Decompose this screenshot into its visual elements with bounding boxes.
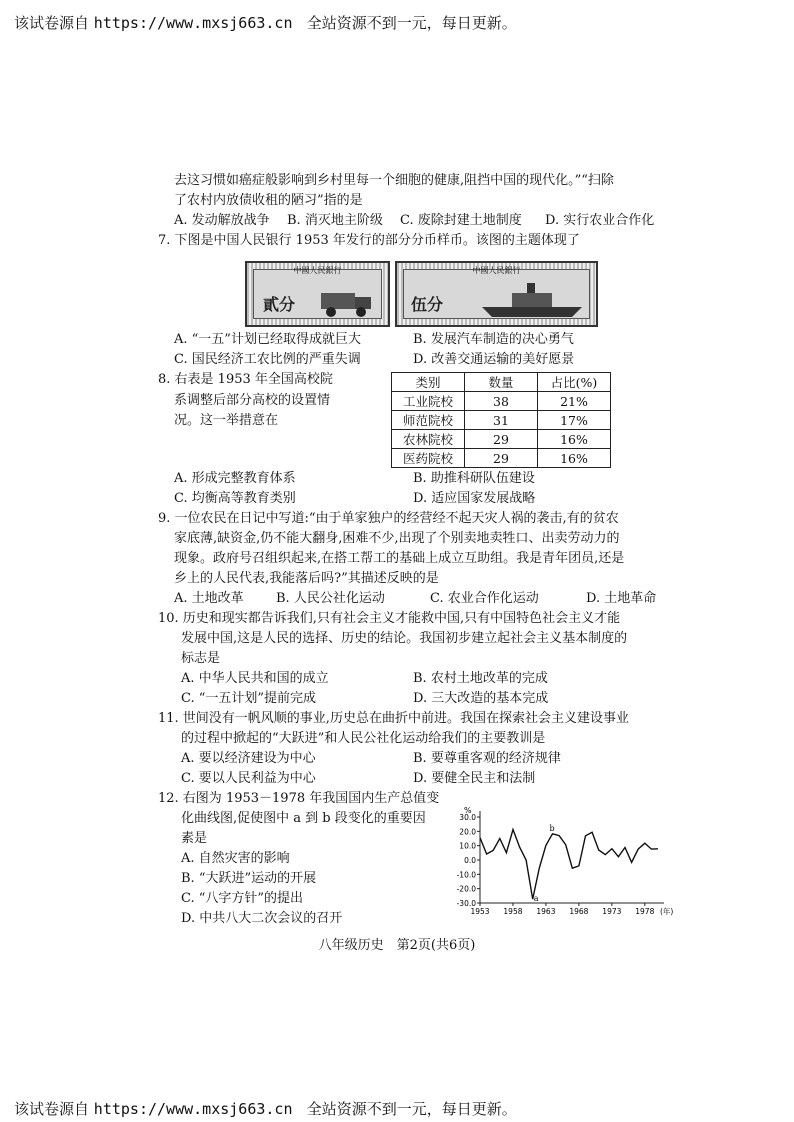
x-tick-label: 1978 (635, 907, 655, 916)
table-row (392, 392, 611, 411)
q6-line-2: 了农村内放债收租的陋习”指的是 (174, 193, 363, 208)
annotation-b: b (549, 823, 555, 833)
denomination-right: 伍分 (411, 295, 444, 314)
x-tick-label: 1958 (503, 907, 523, 916)
banner-prefix: 该试卷源自 (14, 1100, 90, 1118)
q8-option-d: D. 适应国家发展战略 (413, 491, 536, 506)
q7-option-d: D. 改善交通运输的美好愿景 (413, 352, 575, 367)
y-tick-label: -30.0 (456, 899, 476, 908)
q8-option-c: C. 均衡高等教育类别 (174, 491, 296, 506)
x-tick-label: 1963 (536, 907, 556, 916)
table-cell: 师范院校 (392, 411, 465, 430)
banner-suffix: 全站资源不到一元，每日更新。 (306, 14, 517, 32)
table-header: 数量 (465, 373, 538, 392)
q6-line-1: 去这习惯如癌症般影响到乡村里每一个细胞的健康,阻挡中国的现代化。”“扫除 (174, 173, 614, 188)
table-cell: 16% (538, 449, 611, 468)
table-row (392, 430, 611, 449)
q6-option-c: C. 废除封建土地制度 (400, 213, 522, 228)
q8-stem-2: 系调整后部分高校的设置情 (174, 393, 331, 408)
bank-name-right: 中國人民銀行 (472, 266, 521, 275)
q10-option-a: A. 中华人民共和国的成立 (181, 671, 329, 686)
source-banner-bottom (14, 1098, 517, 1119)
table-cell: 38 (465, 392, 538, 411)
y-tick-label: 0.0 (464, 856, 476, 865)
q6-option-b: B. 消灭地主阶级 (287, 213, 383, 228)
banner-url[interactable]: https://www.mxsj663.cn (93, 1100, 293, 1118)
x-tick-label: 1968 (569, 907, 589, 916)
q8-option-a: A. 形成完整教育体系 (174, 471, 296, 486)
table-cell: 医药院校 (392, 449, 465, 468)
q7-option-b: B. 发展汽车制造的决心勇气 (413, 332, 574, 347)
q9-stem-1: 9. 一位农民在日记中写道:“由于单家独户的经营经不起天灾人祸的袭击,有的贫农 (158, 511, 619, 526)
banner-suffix: 全站资源不到一元，每日更新。 (306, 1100, 517, 1118)
y-tick-label: -20.0 (456, 884, 476, 894)
college-table (391, 372, 611, 468)
q10-stem-3: 标志是 (181, 651, 221, 666)
table-cell: 工业院校 (392, 392, 465, 411)
y-tick-label: -10.0 (456, 870, 476, 880)
q7-option-a: A. “一五”计划已经取得成就巨大 (174, 332, 361, 347)
q10-stem-2: 发展中国,这是人民的选择、历史的结论。我国初步建立起社会主义基本制度的 (181, 631, 628, 646)
y-tick-label: 30.0 (459, 813, 476, 822)
q9-option-b: B. 人民公社化运动 (276, 591, 385, 606)
q12-option-d: D. 中共八大二次会议的召开 (181, 911, 343, 926)
ship-icon (477, 279, 587, 319)
banner-url[interactable]: https://www.mxsj663.cn (93, 14, 293, 32)
q9-option-c: C. 农业合作化运动 (430, 591, 539, 606)
q11-option-a: A. 要以经济建设为中心 (181, 751, 316, 766)
page-footer: 八年级历史 第2页(共6页) (318, 938, 476, 953)
q7-option-c: C. 国民经济工农比例的严重失调 (174, 352, 361, 367)
q12-option-b: B. “大跃进”运动的开展 (181, 871, 317, 886)
q8-stem-3: 况。这一举措意在 (174, 413, 279, 428)
truck-icon (317, 285, 377, 319)
table-cell: 31 (465, 411, 538, 430)
y-tick-label: 10.0 (459, 841, 476, 851)
q10-option-b: B. 农村土地改革的完成 (413, 671, 548, 686)
q8-option-b: B. 助推科研队伍建设 (413, 471, 535, 486)
q11-stem-1: 11. 世间没有一帆风顺的事业,历史总在曲折中前进。我国在探索社会主义建设事业 (158, 711, 629, 726)
q9-stem-4: 乡上的人民代表,我能落后吗?”其描述反映的是 (174, 571, 439, 586)
q11-option-c: C. 要以人民利益为中心 (181, 771, 316, 786)
banknote-five-fen (395, 261, 598, 327)
table-header: 类别 (392, 373, 465, 392)
q9-option-d: D. 土地革命 (586, 591, 657, 606)
table-row (392, 449, 611, 468)
q8-stem-1: 8. 右表是 1953 年全国高校院 (158, 372, 333, 387)
y-tick-label: 20.0 (459, 827, 476, 837)
bank-name-left: 中國人民銀行 (293, 266, 342, 275)
table-row (392, 411, 611, 430)
q12-option-a: A. 自然灾害的影响 (181, 851, 290, 866)
x-tick-label: 1953 (470, 907, 490, 916)
source-banner-top (14, 12, 517, 33)
q12-stem-2: 化曲线图,促使图中 a 到 b 段变化的重要因 (181, 811, 426, 826)
x-axis-label: (年) (660, 907, 674, 916)
x-tick-label: 1973 (602, 907, 622, 916)
q7-stem: 7. 下图是中国人民银行 1953 年发行的部分分币样币。该图的主题体现了 (158, 233, 580, 248)
y-axis-label: % (464, 806, 472, 815)
q9-option-a: A. 土地改革 (174, 591, 244, 606)
banknote-two-fen (245, 261, 390, 327)
banner-prefix: 该试卷源自 (14, 14, 90, 32)
q11-stem-2: 的过程中掀起的“大跃进”和人民公社化运动给我们的主要教训是 (181, 731, 546, 746)
gdp-growth-chart (430, 805, 700, 925)
table-cell: 29 (465, 430, 538, 449)
table-cell: 农林院校 (392, 430, 465, 449)
q9-stem-2: 家底薄,缺资金,仍不能大翻身,困难不少,出现了个别卖地卖牲口、出卖劳动力的 (174, 531, 620, 546)
banknote-figure (245, 261, 598, 327)
q12-option-c: C. “八字方针”的提出 (181, 891, 304, 906)
q10-option-d: D. 三大改造的基本完成 (413, 691, 549, 706)
table-cell: 29 (465, 449, 538, 468)
q10-option-c: C. “一五计划”提前完成 (181, 691, 317, 706)
q10-stem-1: 10. 历史和现实都告诉我们,只有社会主义才能救中国,只有中国特色社会主义才能 (158, 611, 621, 626)
q9-stem-3: 现象。政府号召组织起来,在搭工帮工的基础上成立互助组。我是青年团员,还是 (174, 551, 625, 566)
table-cell: 21% (538, 392, 611, 411)
q11-option-b: B. 要尊重客观的经济规律 (413, 751, 561, 766)
gdp-series-line (480, 830, 658, 900)
table-cell: 17% (538, 411, 611, 430)
q6-option-d: D. 实行农业合作化 (545, 213, 655, 228)
q6-option-a: A. 发动解放战争 (174, 213, 270, 228)
q12-stem-3: 素是 (181, 831, 208, 846)
table-header: 占比(%) (538, 373, 611, 392)
q11-option-d: D. 要健全民主和法制 (413, 771, 536, 786)
table-cell: 16% (538, 430, 611, 449)
annotation-a: a (533, 894, 539, 904)
denomination-left: 貳分 (263, 295, 296, 314)
q12-stem-1: 12. 右图为 1953－1978 年我国国内生产总值变 (158, 791, 440, 806)
